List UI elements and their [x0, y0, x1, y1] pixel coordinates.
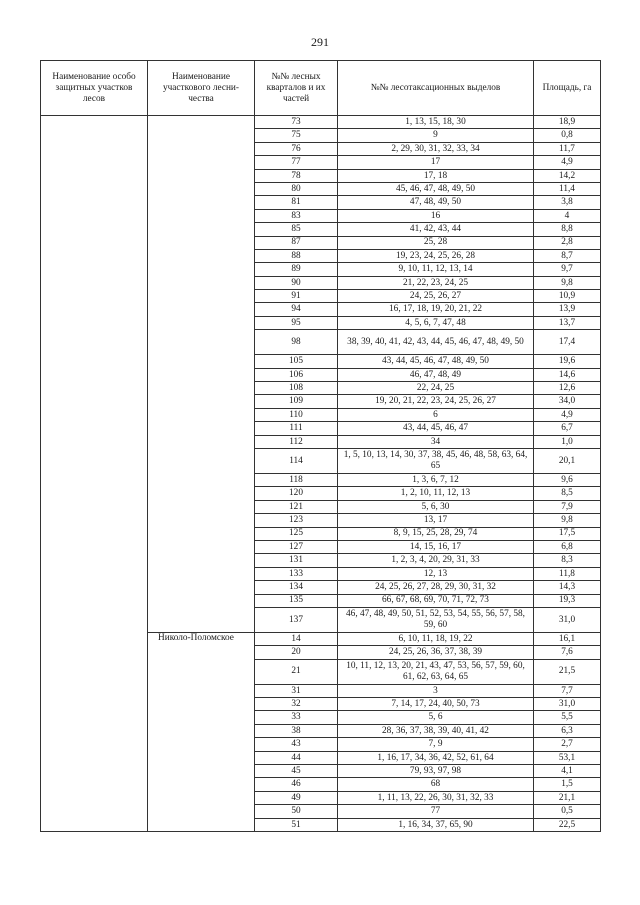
area-cell: 16,1 — [534, 632, 601, 645]
plots-cell: 1, 16, 34, 37, 65, 90 — [338, 818, 534, 831]
area-cell: 1,0 — [534, 435, 601, 448]
protective-area-cell — [41, 116, 148, 832]
plots-cell: 5, 6, 30 — [338, 500, 534, 513]
plots-cell: 14, 15, 16, 17 — [338, 540, 534, 553]
area-cell: 4 — [534, 209, 601, 222]
plots-cell: 77 — [338, 805, 534, 818]
quarter-cell: 134 — [255, 581, 338, 594]
header-forestry: Наименование участкового лесни-чества — [148, 61, 255, 116]
area-cell: 53,1 — [534, 751, 601, 764]
quarter-cell: 21 — [255, 659, 338, 684]
quarter-cell: 49 — [255, 791, 338, 804]
quarter-cell: 76 — [255, 142, 338, 155]
plots-cell: 41, 42, 43, 44 — [338, 223, 534, 236]
area-cell: 14,6 — [534, 368, 601, 381]
plots-cell: 3 — [338, 684, 534, 697]
plots-cell: 1, 2, 10, 11, 12, 13 — [338, 487, 534, 500]
header-plots: №№ лесотаксационных выделов — [338, 61, 534, 116]
area-cell: 0,5 — [534, 805, 601, 818]
quarter-cell: 45 — [255, 765, 338, 778]
area-cell: 19,3 — [534, 594, 601, 607]
quarter-cell: 131 — [255, 554, 338, 567]
area-cell: 17,5 — [534, 527, 601, 540]
plots-cell: 17 — [338, 156, 534, 169]
quarter-cell: 73 — [255, 116, 338, 129]
plots-cell: 5, 6 — [338, 711, 534, 724]
plots-cell: 24, 25, 26, 27 — [338, 290, 534, 303]
quarter-cell: 125 — [255, 527, 338, 540]
quarter-cell: 114 — [255, 448, 338, 473]
plots-cell: 43, 44, 45, 46, 47, 48, 49, 50 — [338, 355, 534, 368]
area-cell: 8,3 — [534, 554, 601, 567]
plots-cell: 46, 47, 48, 49, 50, 51, 52, 53, 54, 55, 56, 57, 58, 59, 60 — [338, 607, 534, 632]
area-cell: 5,5 — [534, 711, 601, 724]
area-cell: 9,8 — [534, 276, 601, 289]
area-cell: 21,5 — [534, 659, 601, 684]
area-cell: 11,4 — [534, 182, 601, 195]
table-body — [41, 116, 601, 832]
area-cell: 11,7 — [534, 142, 601, 155]
quarter-cell: 51 — [255, 818, 338, 831]
quarter-cell: 121 — [255, 500, 338, 513]
quarter-cell: 77 — [255, 156, 338, 169]
area-cell: 19,6 — [534, 355, 601, 368]
plots-cell: 6, 10, 11, 18, 19, 22 — [338, 632, 534, 645]
plots-cell: 17, 18 — [338, 169, 534, 182]
header-area: Площадь, га — [534, 61, 601, 116]
plots-cell: 25, 28 — [338, 236, 534, 249]
area-cell: 11,8 — [534, 567, 601, 580]
quarter-cell: 80 — [255, 182, 338, 195]
area-cell: 4,9 — [534, 156, 601, 169]
quarter-cell: 127 — [255, 540, 338, 553]
area-cell: 9,8 — [534, 514, 601, 527]
plots-cell: 21, 22, 23, 24, 25 — [338, 276, 534, 289]
quarter-cell: 31 — [255, 684, 338, 697]
quarter-cell: 118 — [255, 473, 338, 486]
quarter-cell: 105 — [255, 355, 338, 368]
quarter-cell: 89 — [255, 263, 338, 276]
page-number: 291 — [311, 35, 329, 49]
quarter-cell: 85 — [255, 223, 338, 236]
plots-cell: 1, 3, 6, 7, 12 — [338, 473, 534, 486]
plots-cell: 45, 46, 47, 48, 49, 50 — [338, 182, 534, 195]
area-cell: 21,1 — [534, 791, 601, 804]
quarter-cell: 108 — [255, 382, 338, 395]
area-cell: 3,8 — [534, 196, 601, 209]
area-cell: 1,5 — [534, 778, 601, 791]
quarter-cell: 135 — [255, 594, 338, 607]
area-cell: 7,7 — [534, 684, 601, 697]
area-cell: 9,6 — [534, 473, 601, 486]
quarter-cell: 106 — [255, 368, 338, 381]
plots-cell: 43, 44, 45, 46, 47 — [338, 422, 534, 435]
plots-cell: 7, 14, 17, 24, 40, 50, 73 — [338, 698, 534, 711]
plots-cell: 9, 10, 11, 12, 13, 14 — [338, 263, 534, 276]
quarter-cell: 123 — [255, 514, 338, 527]
forest-areas-table — [40, 60, 601, 832]
plots-cell: 10, 11, 12, 13, 20, 21, 43, 47, 53, 56, 57, 59, 60, 61, 62, 63, 64, 65 — [338, 659, 534, 684]
plots-cell: 22, 24, 25 — [338, 382, 534, 395]
plots-cell: 34 — [338, 435, 534, 448]
area-cell: 6,8 — [534, 540, 601, 553]
area-cell: 18,9 — [534, 116, 601, 129]
quarter-cell: 94 — [255, 303, 338, 316]
quarter-cell: 43 — [255, 738, 338, 751]
area-cell: 9,7 — [534, 263, 601, 276]
plots-cell: 28, 36, 37, 38, 39, 40, 41, 42 — [338, 724, 534, 737]
quarter-cell: 90 — [255, 276, 338, 289]
area-cell: 31,0 — [534, 607, 601, 632]
quarter-cell: 111 — [255, 422, 338, 435]
area-cell: 31,0 — [534, 698, 601, 711]
area-cell: 8,7 — [534, 249, 601, 262]
area-cell: 14,2 — [534, 169, 601, 182]
quarter-cell: 81 — [255, 196, 338, 209]
area-cell: 34,0 — [534, 395, 601, 408]
quarter-cell: 98 — [255, 330, 338, 355]
header-protective-area: Наименование особо защитных участков лесов — [41, 61, 148, 116]
plots-cell: 1, 5, 10, 13, 14, 30, 37, 38, 45, 46, 48, 58, 63, 64, 65 — [338, 448, 534, 473]
plots-cell: 1, 2, 3, 4, 20, 29, 31, 33 — [338, 554, 534, 567]
quarter-cell: 44 — [255, 751, 338, 764]
quarter-cell: 33 — [255, 711, 338, 724]
forestry-name-cell — [148, 116, 255, 633]
quarter-cell: 95 — [255, 316, 338, 329]
plots-cell: 79, 93, 97, 98 — [338, 765, 534, 778]
quarter-cell: 88 — [255, 249, 338, 262]
plots-cell: 19, 20, 21, 22, 23, 24, 25, 26, 27 — [338, 395, 534, 408]
quarter-cell: 137 — [255, 607, 338, 632]
area-cell: 2,8 — [534, 236, 601, 249]
quarter-cell: 110 — [255, 408, 338, 421]
area-cell: 4,1 — [534, 765, 601, 778]
plots-cell: 24, 25, 26, 36, 37, 38, 39 — [338, 646, 534, 659]
quarter-cell: 20 — [255, 646, 338, 659]
plots-cell: 19, 23, 24, 25, 26, 28 — [338, 249, 534, 262]
area-cell: 8,8 — [534, 223, 601, 236]
table-row — [41, 116, 601, 129]
quarter-cell: 50 — [255, 805, 338, 818]
area-cell: 4,9 — [534, 408, 601, 421]
plots-cell: 16 — [338, 209, 534, 222]
area-cell: 14,3 — [534, 581, 601, 594]
plots-cell: 2, 29, 30, 31, 32, 33, 34 — [338, 142, 534, 155]
area-cell: 13,9 — [534, 303, 601, 316]
table-header-row — [41, 61, 601, 116]
quarter-cell: 38 — [255, 724, 338, 737]
quarter-cell: 109 — [255, 395, 338, 408]
plots-cell: 46, 47, 48, 49 — [338, 368, 534, 381]
forestry-name-cell: Николо-Поломское — [148, 632, 255, 831]
area-cell: 6,3 — [534, 724, 601, 737]
plots-cell: 12, 13 — [338, 567, 534, 580]
quarter-cell: 83 — [255, 209, 338, 222]
area-cell: 22,5 — [534, 818, 601, 831]
plots-cell: 24, 25, 26, 27, 28, 29, 30, 31, 32 — [338, 581, 534, 594]
area-cell: 13,7 — [534, 316, 601, 329]
area-cell: 6,7 — [534, 422, 601, 435]
plots-cell: 38, 39, 40, 41, 42, 43, 44, 45, 46, 47, 48, 49, 50 — [338, 330, 534, 355]
quarter-cell: 87 — [255, 236, 338, 249]
area-cell: 12,6 — [534, 382, 601, 395]
quarter-cell: 14 — [255, 632, 338, 645]
plots-cell: 1, 16, 17, 34, 36, 42, 52, 61, 64 — [338, 751, 534, 764]
plots-cell: 9 — [338, 129, 534, 142]
area-cell: 2,7 — [534, 738, 601, 751]
plots-cell: 1, 11, 13, 22, 26, 30, 31, 32, 33 — [338, 791, 534, 804]
plots-cell: 8, 9, 15, 25, 28, 29, 74 — [338, 527, 534, 540]
quarter-cell: 112 — [255, 435, 338, 448]
quarter-cell: 75 — [255, 129, 338, 142]
quarter-cell: 32 — [255, 698, 338, 711]
plots-cell: 6 — [338, 408, 534, 421]
quarter-cell: 78 — [255, 169, 338, 182]
area-cell: 20,1 — [534, 448, 601, 473]
quarter-cell: 46 — [255, 778, 338, 791]
quarter-cell: 133 — [255, 567, 338, 580]
plots-cell: 1, 13, 15, 18, 30 — [338, 116, 534, 129]
area-cell: 7,6 — [534, 646, 601, 659]
plots-cell: 4, 5, 6, 7, 47, 48 — [338, 316, 534, 329]
plots-cell: 13, 17 — [338, 514, 534, 527]
area-cell: 7,9 — [534, 500, 601, 513]
plots-cell: 66, 67, 68, 69, 70, 71, 72, 73 — [338, 594, 534, 607]
area-cell: 8,5 — [534, 487, 601, 500]
area-cell: 10,9 — [534, 290, 601, 303]
quarter-cell: 120 — [255, 487, 338, 500]
header-quarters: №№ лесных кварталов и их частей — [255, 61, 338, 116]
area-cell: 17,4 — [534, 330, 601, 355]
plots-cell: 16, 17, 18, 19, 20, 21, 22 — [338, 303, 534, 316]
plots-cell: 7, 9 — [338, 738, 534, 751]
plots-cell: 47, 48, 49, 50 — [338, 196, 534, 209]
plots-cell: 68 — [338, 778, 534, 791]
quarter-cell: 91 — [255, 290, 338, 303]
area-cell: 0,8 — [534, 129, 601, 142]
